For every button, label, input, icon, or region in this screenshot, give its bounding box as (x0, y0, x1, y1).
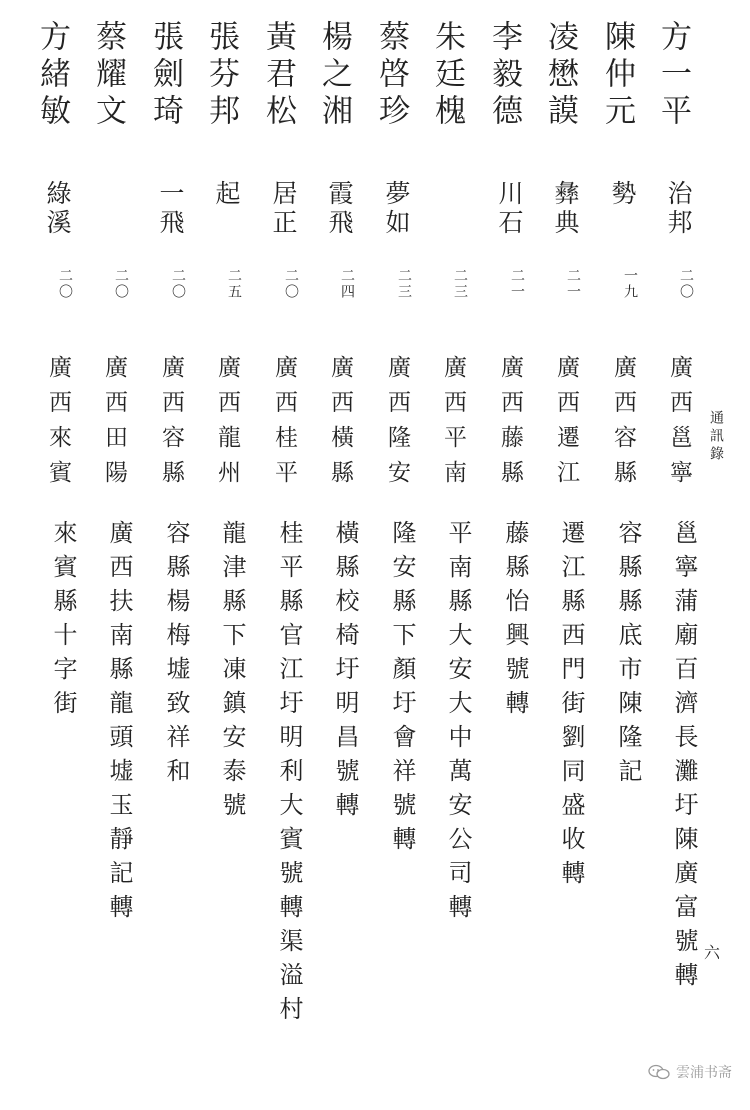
entry-column (640, 0, 696, 1100)
entry-column (471, 0, 527, 1100)
entry-address: 廣西扶南縣龍頭墟玉靜記轉 (105, 520, 133, 928)
entry-age: 二〇 (283, 268, 299, 300)
entry-origin: 廣西龍州 (214, 355, 240, 495)
watermark (648, 1062, 732, 1082)
entry-name: 陳仲元 (599, 20, 635, 131)
entry-column (19, 0, 75, 1100)
entry-name: 楊之湘 (316, 20, 352, 131)
entry-address: 藤縣怡興號轉 (501, 520, 529, 724)
entry-age: 一九 (622, 268, 638, 300)
entry-origin: 廣西邕寧 (666, 355, 692, 495)
entry-age: 二一 (565, 268, 581, 300)
entry-address: 容縣縣底市陳隆記 (614, 520, 642, 792)
entry-column (301, 0, 357, 1100)
entry-alias: 一飛 (156, 180, 185, 238)
entry-origin: 廣西田陽 (101, 355, 127, 495)
entry-name: 方一平 (655, 20, 691, 131)
entry-name: 方緒敏 (34, 20, 70, 131)
entry-address: 隆安縣下顏圩會祥號轉 (388, 520, 416, 860)
entry-age: 二一 (509, 268, 525, 300)
entry-column (245, 0, 301, 1100)
page-number: 六 (703, 943, 720, 962)
entry-address: 龍津縣下凍鎮安泰號 (218, 520, 246, 826)
entry-alias: 霞飛 (325, 180, 354, 238)
entry-age: 二〇 (170, 268, 186, 300)
entry-address: 橫縣校椅圩明昌號轉 (331, 520, 359, 826)
wechat-icon (648, 1064, 670, 1080)
entry-age: 二〇 (113, 268, 129, 300)
entry-column (527, 0, 583, 1100)
entry-origin: 廣西容縣 (610, 355, 636, 495)
entry-address: 容縣楊梅墟致祥和 (162, 520, 190, 792)
entry-address: 邕寧蒲廟百濟長灘圩陳廣富號轉 (670, 520, 698, 996)
entry-address: 平南縣大安大中萬安公司轉 (444, 520, 472, 928)
entry-origin: 廣西來賓 (45, 355, 71, 495)
entry-address: 來賓縣十字街 (49, 520, 77, 724)
entry-column (132, 0, 188, 1100)
entry-name: 張芬邦 (203, 20, 239, 131)
entry-origin: 廣西平南 (440, 355, 466, 495)
entry-name: 張劍琦 (147, 20, 183, 131)
entry-name: 朱廷槐 (429, 20, 465, 131)
entry-alias: 治邦 (664, 180, 693, 238)
entry-origin: 廣西藤縣 (497, 355, 523, 495)
entry-address: 桂平縣官江圩明利大賓號轉渠溢村 (275, 520, 303, 1030)
entry-alias: 夢如 (382, 180, 411, 238)
entry-origin: 廣西容縣 (158, 355, 184, 495)
entry-age: 二四 (339, 268, 355, 300)
entry-name: 凌懋謨 (542, 20, 578, 131)
entry-column (358, 0, 414, 1100)
entry-origin: 廣西隆安 (384, 355, 410, 495)
entry-column (75, 0, 131, 1100)
entry-alias: 彝典 (551, 180, 580, 238)
entry-origin: 廣西桂平 (271, 355, 297, 495)
entry-column (414, 0, 470, 1100)
entry-address: 遷江縣西門街劉同盛收轉 (557, 520, 585, 894)
watermark-text: 雲浦书斋 (676, 1065, 732, 1081)
entry-alias: 起 (212, 180, 241, 209)
page-header-title: 通訊錄 (708, 410, 724, 464)
entry-name: 蔡耀文 (90, 20, 126, 131)
entry-alias: 川石 (495, 180, 524, 238)
entry-column (188, 0, 244, 1100)
entry-age: 二〇 (57, 268, 73, 300)
entry-alias: 居正 (269, 180, 298, 238)
entry-name: 李毅德 (486, 20, 522, 131)
entry-origin: 廣西橫縣 (327, 355, 353, 495)
entry-age: 二〇 (678, 268, 694, 300)
entry-age: 二三 (396, 268, 412, 300)
entry-age: 二三 (452, 268, 468, 300)
entry-name: 黃君松 (260, 20, 296, 131)
entry-column (584, 0, 640, 1100)
entry-alias: 勢 (608, 180, 637, 209)
entry-age: 二五 (226, 268, 242, 300)
entry-name: 蔡啓珍 (373, 20, 409, 131)
entry-origin: 廣西遷江 (553, 355, 579, 495)
entry-alias: 綠溪 (43, 180, 72, 238)
